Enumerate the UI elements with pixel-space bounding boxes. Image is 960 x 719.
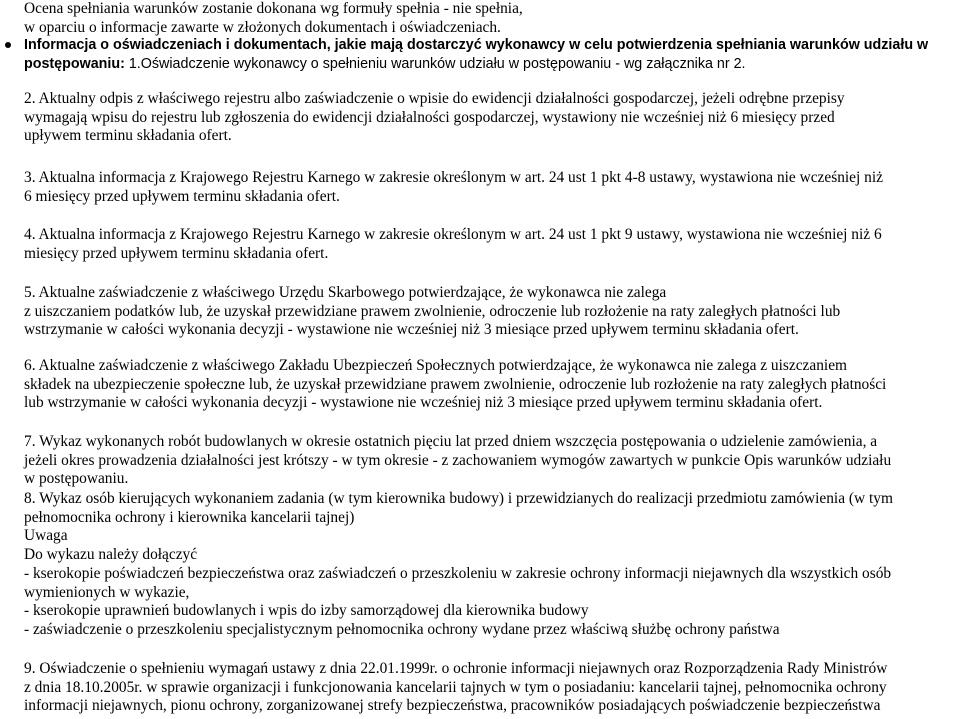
requirement-item-3 bbox=[24, 169, 958, 206]
item-line: informacji niejawnych, pionu ochrony, zorganizowanej strefy bezpieczeństwa, pracowników posiadających poświadczenie bezpieczeństwa bbox=[24, 697, 881, 715]
requirement-item-4 bbox=[24, 226, 958, 263]
item-line: 8. Wykaz osób kierujących wykonaniem zadania (w tym kierownika budowy) i przewidzianych do realizacji przedmiotu zamówienia (w tym bbox=[24, 490, 893, 507]
bullet-item-1: 1.Oświadczenie wykonawcy o spełnieniu warunków udziału w postępowaniu - wg załącznika nr 2. bbox=[124, 55, 746, 72]
item-line: wymienionych w wykazie, bbox=[24, 583, 190, 601]
item-line: - zaświadczenie o przeszkoleniu specjalistycznym pełnomocnika ochrony wydane przez właściwą służbę ochrony państwa bbox=[24, 620, 780, 638]
item-line: 9. Oświadczenie o spełnieniu wymagań ustawy z dnia 22.01.1999r. o ochronie informacji niejawnych oraz Rozporządzenia Rady Ministrów bbox=[24, 660, 888, 677]
requirement-item-9 bbox=[24, 660, 958, 716]
intro-line-1: Ocena spełniania warunków zostanie dokonana wg formuły spełnia - nie spełnia, bbox=[24, 0, 523, 17]
item-line: lub wstrzymanie w całości wykonania decyzji - wystawione nie wcześniej niż 3 miesiące przed upływem terminu składania ofert. bbox=[24, 394, 823, 412]
item-line: 3. Aktualna informacja z Krajowego Rejestru Karnego w zakresie określonym w art. 24 ust 1 pkt 4-8 ustawy, wystawiona nie wcześniej niż bbox=[24, 169, 883, 186]
item-line: z dnia 18.10.2005r. w sprawie organizacji i funkcjonowania kancelarii tajnych w tym o posiadaniu: kancelarii tajnej, pełnomocnika ochrony bbox=[24, 678, 887, 696]
documents-bullet-item bbox=[24, 36, 958, 73]
bullet-icon bbox=[5, 42, 11, 48]
item-line: pełnomocnika ochrony i kierownika kancelarii tajnej) bbox=[24, 508, 355, 526]
item-line: 6 miesięcy przed upływem terminu składania ofert. bbox=[24, 187, 340, 205]
item-line: wstrzymanie w całości wykonania decyzji - wystawione nie wcześniej niż 3 miesiące przed upływem terminu składania ofert. bbox=[24, 321, 799, 339]
item-line: - kserokopie poświadczeń bezpieczeństwa oraz zaświadczeń o przeszkoleniu w zakresie ochrony informacji niejawnych dla wszystkich osób bbox=[24, 564, 892, 582]
intro-line-2: w oparciu o informacje zawarte w złożonych dokumentach i oświadczeniach. bbox=[24, 18, 501, 36]
requirement-item-8 bbox=[24, 490, 958, 640]
item-line: miesięcy przed upływem terminu składania ofert. bbox=[24, 244, 329, 262]
item-line: Do wykazu należy dołączyć bbox=[24, 546, 198, 564]
item-line: 5. Aktualne zaświadczenie z właściwego Urzędu Skarbowego potwierdzające, że wykonawca nie zalega bbox=[24, 284, 667, 301]
item-line: składek na ubezpieczenie społeczne lub, że uzyskał przewidziane prawem zwolnienie, odroczenie lub rozłożenie na raty zaległych płatności bbox=[24, 375, 887, 393]
item-line: 6. Aktualne zaświadczenie z właściwego Zakładu Ubezpieczeń Społecznych potwierdzające, że wykonawca nie zalega z uiszczaniem bbox=[24, 357, 847, 374]
requirement-item-7 bbox=[24, 433, 958, 489]
item-line: jeżeli okres prowadzenia działalności jest krótszy - w tym okresie - z zachowaniem wymogów zawartych w punkcie Opis warunków udziału bbox=[24, 451, 892, 469]
item-line: - kserokopie uprawnień budowlanych i wpis do izby samorządowej dla kierownika budowy bbox=[24, 602, 589, 620]
requirement-item-5 bbox=[24, 284, 958, 340]
bullet-heading: Informacja o oświadczeniach i dokumentach, jakie mają dostarczyć wykonawcy w celu potwierdzenia spełniania warunków udziału w postępowaniu: bbox=[24, 37, 929, 72]
evaluation-intro bbox=[24, 0, 958, 37]
item-line: 4. Aktualna informacja z Krajowego Rejestru Karnego w zakresie określonym w art. 24 ust 1 pkt 9 ustawy, wystawiona nie wcześniej niż 6 bbox=[24, 226, 882, 243]
item-line: upływem terminu składania ofert. bbox=[24, 127, 232, 145]
requirement-item-6 bbox=[24, 357, 958, 413]
item-line: w postępowaniu. bbox=[24, 470, 129, 488]
item-line: 7. Wykaz wykonanych robót budowlanych w okresie ostatnich pięciu lat przed dniem wszczęcia postępowania o udzielenie zamówienia, a bbox=[24, 433, 878, 450]
item-line: z uiszczaniem podatków lub, że uzyskał przewidziane prawem zwolnienie, odroczenie lub rozłożenie na raty zaległych płatności lub bbox=[24, 302, 841, 320]
item-line: wymagają wpisu do rejestru lub zgłoszenia do ewidencji działalności gospodarczej, wystawiony nie wcześniej niż 6 miesięcy przed bbox=[24, 108, 835, 126]
note-heading: Uwaga bbox=[24, 527, 68, 545]
item-line: 2. Aktualny odpis z właściwego rejestru albo zaświadczenie o wpisie do ewidencji działalności gospodarczej, jeżeli odrębne przepisy bbox=[24, 90, 845, 107]
requirement-item-2 bbox=[24, 90, 958, 146]
